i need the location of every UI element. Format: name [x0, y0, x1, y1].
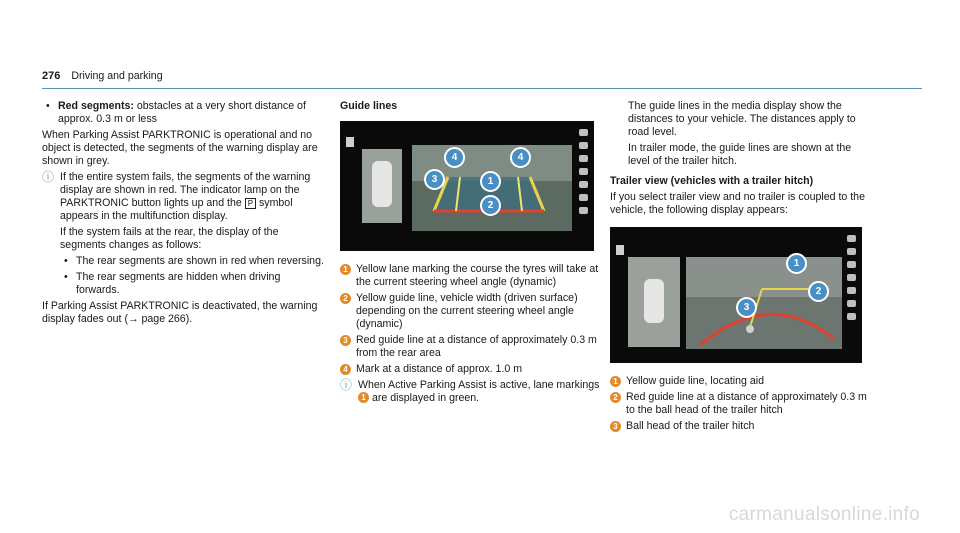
legend-text: Yellow lane marking the course the tyres will take at the current steering wheel angle (dynamic)	[356, 263, 599, 288]
callout-3: 3	[736, 297, 757, 318]
note-system-fail	[42, 171, 325, 297]
menu-icon	[847, 313, 856, 320]
legend-text: Red guide line at a distance of approximately 0.3 m from the rear area	[356, 334, 597, 359]
car-top-icon	[579, 155, 588, 162]
red-segments-item	[42, 100, 325, 126]
legend-item	[610, 420, 870, 433]
sensor-icon	[579, 181, 588, 188]
legend-number: 1	[340, 264, 351, 275]
callout-3: 3	[424, 169, 445, 190]
page-number: 276	[42, 70, 61, 82]
legend-number: 2	[340, 293, 351, 304]
legend-number: 3	[610, 421, 621, 432]
section-title: Driving and parking	[71, 70, 163, 82]
paragraph-trailer-mode: In trailer mode, the guide lines are shown at the level of the trailer hitch.	[628, 142, 852, 167]
info-icon: ⓘ	[340, 378, 353, 392]
column-right	[610, 100, 870, 436]
legend-number: 1	[610, 376, 621, 387]
view-icon	[847, 235, 856, 242]
callout-1: 1	[480, 171, 501, 192]
legend-text: Yellow guide line, vehicle width (driven surface) depending on the current steering wheel angle (dynamic)	[356, 292, 578, 330]
menu-icon	[579, 207, 588, 214]
sensor-icon	[847, 287, 856, 294]
legend-text: Ball head of the trailer hitch	[626, 420, 755, 432]
view-icon	[579, 129, 588, 136]
legend-item	[340, 334, 600, 360]
callout-4-left: 4	[444, 147, 465, 168]
side-icon-bar	[579, 129, 588, 214]
note-text-a: If the entire system fails, the segments of the warning display are shown in red. The indicator lamp on the PARKTRONIC button lights up and the	[60, 171, 311, 209]
guide-lines-heading: Guide lines	[340, 100, 398, 112]
note-text-b: symbol appears in the multifunction display.	[60, 197, 293, 222]
side-icon-bar	[847, 235, 856, 320]
camera-icon	[847, 248, 856, 255]
header-rule	[42, 88, 922, 89]
legend-text: Red guide line at a distance of approximately 0.3 m to the ball head of the trailer hitch	[626, 391, 867, 416]
legend-text: Mark at a distance of approx. 1.0 m	[356, 363, 523, 375]
column-middle	[340, 100, 600, 408]
car-top-icon	[847, 261, 856, 268]
legend-text: Yellow guide line, locating aid	[626, 375, 765, 387]
settings-icon	[847, 300, 856, 307]
paragraph-deactivated: If Parking Assist PARKTRONIC is deactivated, the warning display fades out (→ page 266).	[42, 300, 318, 325]
callout-1: 1	[786, 253, 807, 274]
guide-lines-image	[340, 121, 594, 251]
legend-item	[610, 375, 870, 388]
legend-number: 3	[340, 335, 351, 346]
list-item: • The rear segments are shown in red when reversing.	[60, 255, 325, 268]
parking-icon	[847, 274, 856, 281]
legend-item	[340, 263, 600, 289]
camera-icon	[579, 142, 588, 149]
callout-4-right: 4	[510, 147, 531, 168]
legend-number: 4	[340, 364, 351, 375]
guide-lines-screen	[340, 121, 594, 251]
legend-item	[340, 292, 600, 331]
red-segments-label: Red segments:	[58, 100, 134, 112]
parking-icon	[579, 168, 588, 175]
list-item: • The rear segments are hidden when driving forwards.	[60, 271, 325, 297]
page-header	[42, 70, 163, 83]
legend-item	[340, 363, 600, 376]
parktronic-symbol-icon: P	[245, 198, 256, 209]
note-active-parking	[340, 379, 600, 405]
note-text-b: are displayed in green.	[369, 392, 480, 404]
paragraph-trailer-view: If you select trailer view and no trailer is coupled to the vehicle, the following display appears:	[610, 191, 865, 216]
watermark: carmanualsonline.info	[728, 504, 920, 525]
callout-2: 2	[480, 195, 501, 216]
red-segments-text: obstacles at a very short distance of approx. 0.3 m or less	[58, 100, 306, 125]
note-rear-fail: If the system fails at the rear, the display of the segments changes as follows:	[60, 226, 279, 251]
info-icon: ⓘ	[42, 170, 55, 184]
legend-number: 2	[610, 392, 621, 403]
legend-item	[610, 391, 870, 417]
inline-number: 1	[358, 392, 369, 403]
settings-icon	[579, 194, 588, 201]
column-left	[42, 100, 325, 329]
callout-2: 2	[808, 281, 829, 302]
trailer-view-heading: Trailer view (vehicles with a trailer hitch)	[610, 175, 814, 187]
note-text-a: When Active Parking Assist is active, lane markings	[358, 379, 600, 391]
paragraph-distances: The guide lines in the media display show the distances to your vehicle. The distances apply to road level.	[628, 100, 856, 138]
trailer-view-screen	[610, 227, 862, 363]
paragraph-operational: When Parking Assist PARKTRONIC is operational and no object is detected, the segments of the warning display are shown in grey.	[42, 129, 318, 167]
